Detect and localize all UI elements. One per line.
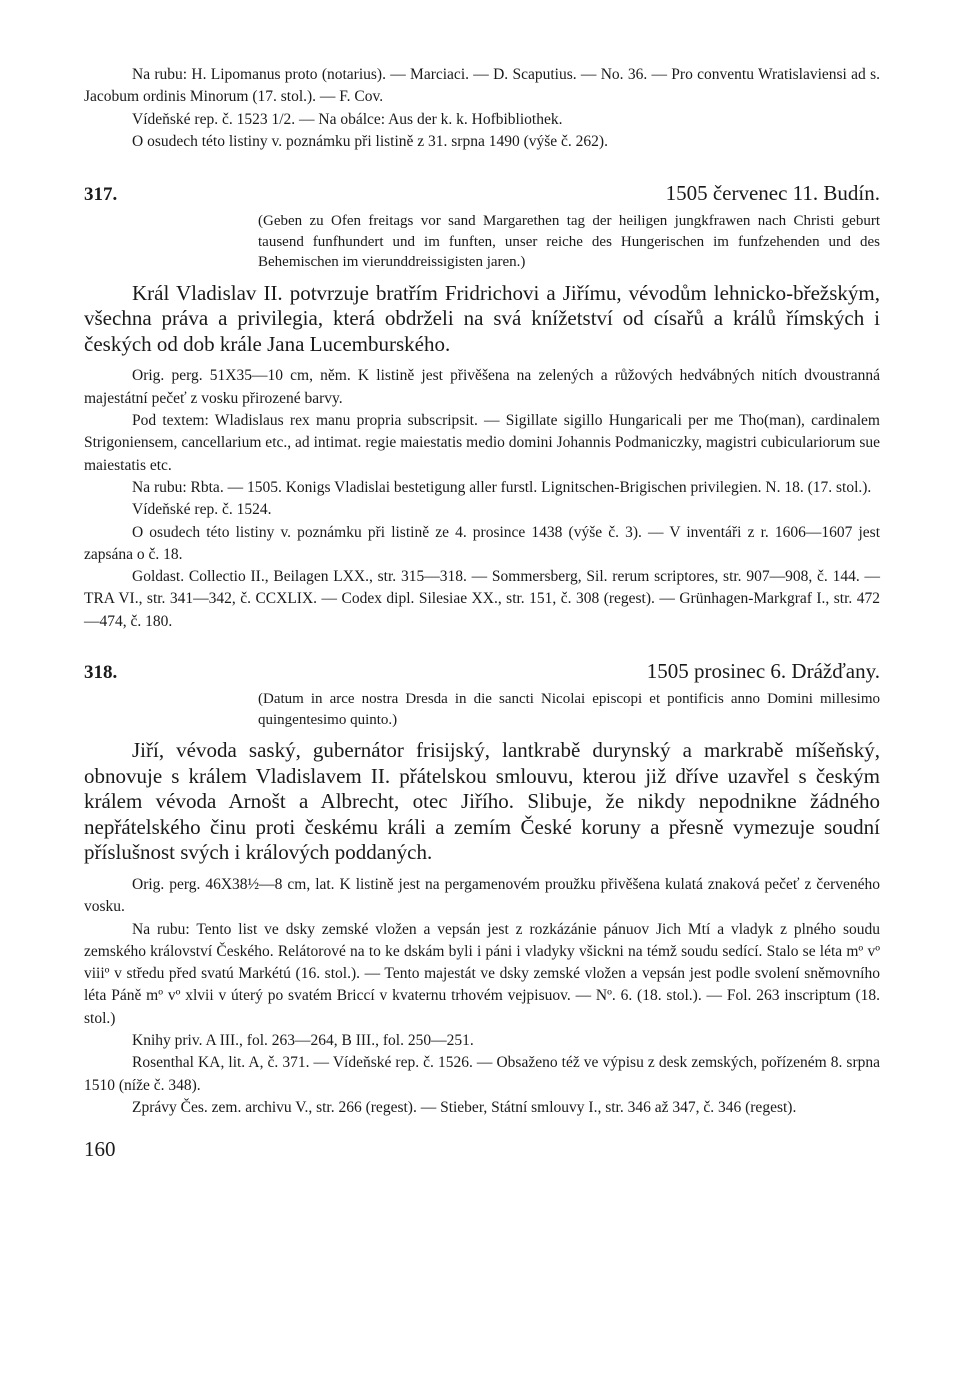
entry-318-date-place: 1505 prosinec 6. Drážďany. <box>646 659 880 684</box>
entry-318-note-knihy: Knihy priv. A III., fol. 263—264, B III., fol. 250—251. <box>132 1032 474 1050</box>
entry-318-number: 318. <box>84 662 118 684</box>
entry-318-heading <box>84 657 880 687</box>
entry-318-note-rubu: Na rubu: Tento list ve dsky zemské vložen a vepsán jest z rozkázánie pánuov Jich Mtí a vladyk z plného soudu zemského království Českého. Relátorové na to ke dskám byli i páni i vladyky všickni na témž soudu sedící. Stalo se léta mº vº viiiº v středu před svatú Markétú (16. stol.). — Tento majestát ve dsky zemské vložen a vepsán jest podle svolení sněmovního léta Páně mº vº xlvii v úterý po svatém Briccí v kvaternu trhovém vejpisuov. — Nº. 6. (18. stol.). — Fol. 263 inscriptum (18. stol.) <box>84 920 880 1027</box>
entry-318-quote: (Datum in arce nostra Dresda in die sancti Nicolai episcopi et pontificis anno Domini millesimo quingentesimo quinto.) <box>258 691 880 728</box>
entry-318-note-rosenthal: Rosenthal KA, lit. A, č. 371. — Vídeňské rep. č. 1526. — Obsaženo též ve výpisu z desk zemských, pořízeném 8. srpna 1510 (níže č. 348). <box>84 1054 880 1094</box>
top-note-1: Na rubu: H. Lipomanus proto (notarius). — Marciaci. — D. Scaputius. — No. 36. — Pro conventu Wratislaviensi ad s. Jacobum ordinis Minorum (17. stol.). — F. Cov. <box>84 66 880 106</box>
entry-317-quote: (Geben zu Ofen freitags vor sand Margarethen tag der heiligen jungkfrawen nach Christi geburt tausend funfhundert und im funften, unser reiche des Hungerischen im funfzehenden und des Behemischen im vierunddreissigisten jaren.) <box>258 213 880 271</box>
entry-317-note-rubu: Na rubu: Rbta. — 1505. Konigs Vladislai bestetigung aller furstl. Lignitschen-Brigischen privilegien. N. 18. (17. stol.). <box>132 478 872 496</box>
document-page <box>84 64 880 1162</box>
entry-318-note-literature: Zprávy Čes. zem. archivu V., str. 266 (regest). — Stieber, Státní smlouvy I., str. 346 až 347, č. 346 (regest). <box>132 1098 797 1116</box>
entry-317-note-rep: Vídeňské rep. č. 1524. <box>132 501 272 519</box>
top-note-2: Vídeňské rep. č. 1523 1/2. — Na obálce: Aus der k. k. Hofbibliothek. <box>132 110 563 128</box>
entry-317-regest: Král Vladislav II. potvrzuje bratřím Fridrichovi a Jiřímu, vévodům lehnicko-břežským, všechna práva a privilegia, která obdrželi na svá knížetství od císařů a králů římských i českých od dob krále Jana Lucemburského. <box>84 280 880 356</box>
top-note-3: O osudech této listiny v. poznámku při listině z 31. srpna 1490 (výše č. 262). <box>132 132 608 150</box>
entry-317-heading <box>84 179 880 209</box>
entry-317-date-place: 1505 červenec 11. Budín. <box>665 181 880 206</box>
entry-318-regest: Jiří, vévoda saský, gubernátor frisijský, lantkrabě durynský a markrabě míšeňský, obnovuje s králem Vladislavem II. přátelskou smlouvu, kterou již dříve uzavřel s českým králem vévoda Arnošt a Albrecht, otec Jiřího. Slibuje, že nikdy nepodnikne žádného nepřátelského činu proti českému králi a zemím České koruny a přesně vymezuje soudní příslušnost svých i králových poddaných. <box>84 738 880 865</box>
entry-317-number: 317. <box>84 184 118 206</box>
entry-317-note-orig: Orig. perg. 51X35—10 cm, něm. K listině jest přivěšena na zelených a růžových hedvábných nitích dvoustranná majestátní pečeť z vosku přirozené barvy. <box>84 367 880 407</box>
page-number: 160 <box>84 1137 116 1162</box>
entry-318-note-orig: Orig. perg. 46X38½—8 cm, lat. K listině jest na pergamenovém proužku přivěšena kulatá znaková pečeť z červeného vosku. <box>84 876 880 916</box>
entry-317-note-osudech: O osudech této listiny v. poznámku při listině ze 4. prosince 1438 (výše č. 3). — V inventáři z r. 1606—1607 jest zapsána o č. 18. <box>84 523 880 563</box>
entry-317-note-text: Pod textem: Wladislaus rex manu propria subscripsit. — Sigillate sigillo Hungaricali per me Tho(man), cardinalem Strigoniensem, cancellarium etc., ad intimat. regie maiestatis medio domini Johannis Podmaniczky, magistri cubiculariorum sue maiestatis etc. <box>84 412 880 474</box>
entry-317-note-literature: Goldast. Collectio II., Beilagen LXX., str. 315—318. — Sommersberg, Sil. rerum scriptores, str. 907—908, č. 144. — TRA VI., str. 341—342, č. CCXLIX. — Codex dipl. Silesiae XX., str. 151, č. 308 (regest). — Grünhagen-Markgraf I., str. 472—474, č. 180. <box>84 568 880 630</box>
